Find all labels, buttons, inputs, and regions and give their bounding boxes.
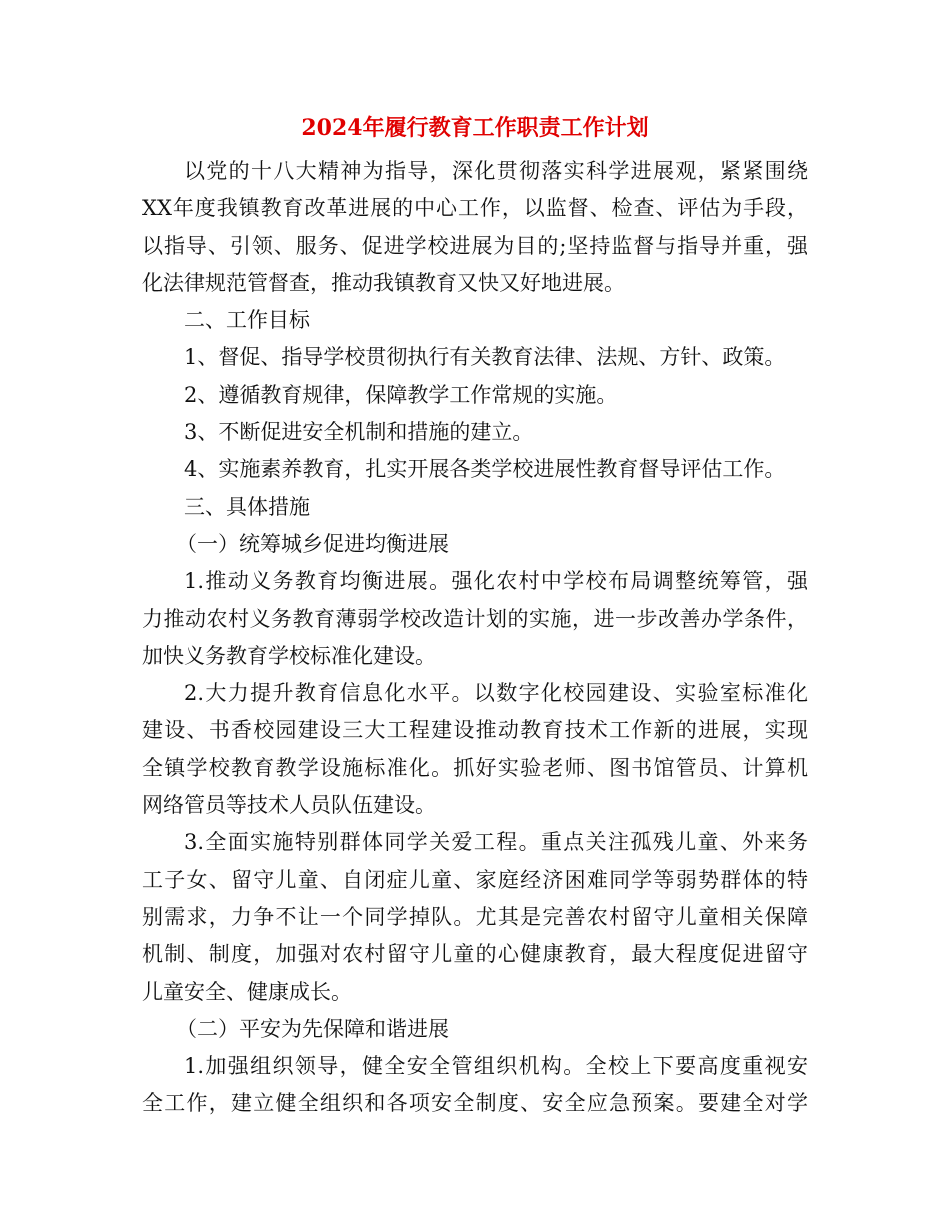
measure-paragraph-2-1 <box>142 1048 808 1123</box>
text-line: 机制、制度，加强对农村留守儿童的心健康教育，最大程度促进留守 <box>142 942 808 967</box>
measure-paragraph-1-2 <box>142 675 808 824</box>
text-line: 1.加强组织领导，健全安全管组织机构。全校上下要高度重视安 <box>184 1054 808 1079</box>
text-line: 二、工作目标 <box>184 308 310 333</box>
text-line: 三、具体措施 <box>184 494 310 519</box>
text-line: 以指导、引领、服务、促进学校进展为目的;坚持监督与指导并重，强 <box>142 233 808 258</box>
goal-item-4 <box>142 451 808 488</box>
text-line: 2、遵循教育规律，保障教学工作常规的实施。 <box>184 382 618 407</box>
section-heading-measures <box>142 489 808 526</box>
text-line: （二）平安为先保障和谐进展 <box>176 1016 449 1041</box>
text-line: 3、不断促进安全机制和措施的建立。 <box>184 420 534 445</box>
text-line: 儿童安全、健康成长。 <box>142 979 352 1004</box>
paragraph-intro <box>142 153 808 302</box>
text-line: 加快义务教育学校标准化建设。 <box>142 643 436 668</box>
text-line: 3.全面实施特别群体同学关爱工程。重点关注孤残儿童、外来务 <box>184 830 808 855</box>
document-title: 2024年履行教育工作职责工作计划 <box>301 115 649 141</box>
text-line: 4、实施素养教育，扎实开展各类学校进展性教育督导评估工作。 <box>184 457 786 482</box>
goal-item-2 <box>142 377 808 414</box>
text-line: 别需求，力争不让一个同学掉队。尤其是完善农村留守儿童相关保障 <box>142 904 808 929</box>
text-line: XX年度我镇教育改革进展的中心工作，以监督、检查、评估为手段， <box>142 196 808 221</box>
text-line: 以党的十八大精神为指导，深化贯彻落实科学进展观，紧紧围绕 <box>184 159 808 183</box>
text-line: 全工作，建立健全组织和各项安全制度、安全应急预案。要建全对学 <box>142 1091 808 1116</box>
subsection-heading-1 <box>142 526 808 563</box>
subsection-heading-2 <box>142 1011 808 1048</box>
goal-item-3 <box>142 414 808 451</box>
text-line: 工子女、留守儿童、自闭症儿童、家庭经济困难同学等弱势群体的特 <box>142 867 808 892</box>
text-line: 网络管员等技术人员队伍建设。 <box>142 793 436 818</box>
text-line: 1.推动义务教育均衡进展。强化农村中学校布局调整统筹管，强 <box>184 569 808 594</box>
measure-paragraph-1-3 <box>142 824 808 1010</box>
section-heading-goals <box>142 302 808 339</box>
text-line: 化法律规范管督查，推动我镇教育又快又好地进展。 <box>142 270 625 295</box>
document-body <box>142 153 808 1123</box>
text-line: （一）统筹城乡促进均衡进展 <box>176 531 449 556</box>
goal-item-1 <box>142 339 808 376</box>
text-line: 2.大力提升教育信息化水平。以数字化校园建设、实验室标准化 <box>184 681 808 706</box>
measure-paragraph-1-1 <box>142 563 808 675</box>
text-line: 建设、书香校园建设三大工程建设推动教育技术工作新的进展，实现 <box>142 718 808 743</box>
text-line: 力推动农村义务教育薄弱学校改造计划的实施，进一步改善办学条件， <box>142 606 808 631</box>
text-line: 全镇学校教育教学设施标准化。抓好实验老师、图书馆管员、计算机 <box>142 755 808 780</box>
text-line: 1、督促、指导学校贯彻执行有关教育法律、法规、方针、政策。 <box>184 345 786 370</box>
